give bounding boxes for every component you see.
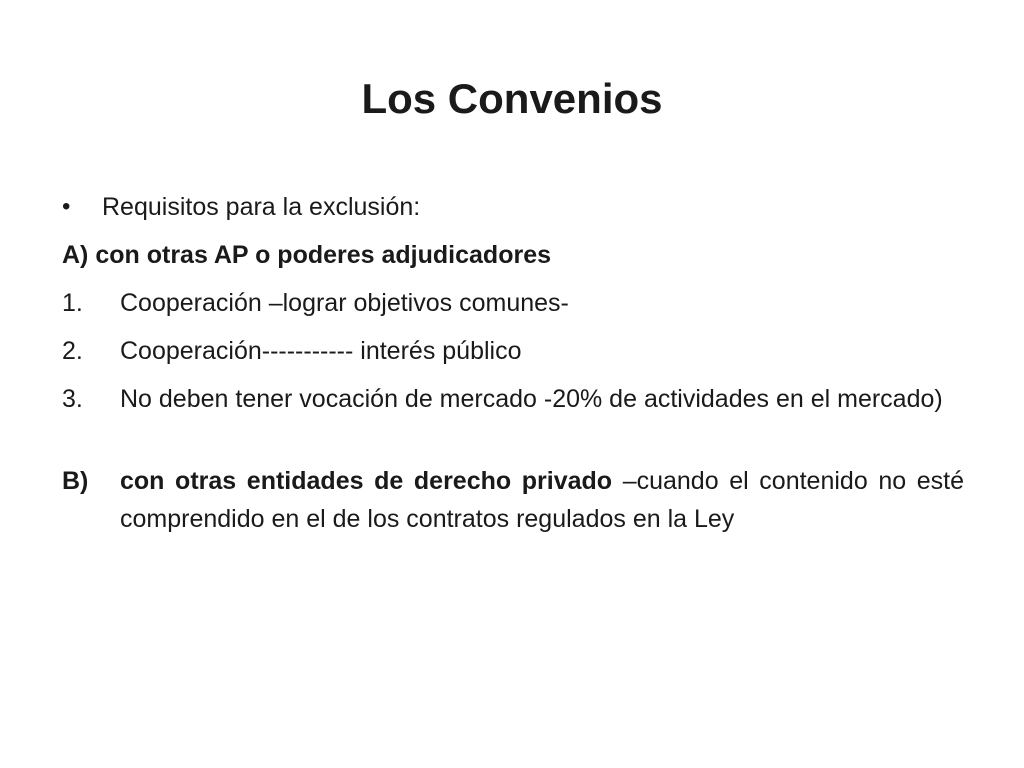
list-item bbox=[62, 380, 964, 418]
section-b-bold-text: con otras entidades de derecho privado bbox=[120, 467, 613, 495]
list-item-number: 3. bbox=[62, 385, 83, 413]
list-item-number: 2. bbox=[62, 337, 83, 365]
bullet-icon: • bbox=[62, 193, 71, 220]
list-item-text: No deben tener vocación de mercado -20% de actividades en el mercado) bbox=[120, 385, 943, 413]
list-item-text: Cooperación –lograr objetivos comunes- bbox=[120, 289, 569, 317]
section-b bbox=[62, 462, 964, 538]
list-item bbox=[62, 332, 964, 370]
list-item bbox=[62, 284, 964, 322]
section-b-text bbox=[120, 462, 964, 538]
section-a-heading: A) con otras AP o poderes adjudicadores bbox=[62, 241, 552, 269]
spacer bbox=[62, 428, 964, 462]
list-item-number: 1. bbox=[62, 289, 83, 317]
section-b-rest-text: –cuando el contenido no esté comprendido en el de los contratos regulados en la Ley bbox=[120, 467, 965, 533]
list-item-text: Cooperación----------- interés público bbox=[120, 337, 522, 365]
slide-body bbox=[62, 188, 964, 538]
bullet-item bbox=[62, 188, 964, 226]
bullet-text: Requisitos para la exclusión: bbox=[102, 193, 421, 221]
section-b-label: B) bbox=[62, 467, 89, 495]
slide-title: Los Convenios bbox=[361, 75, 663, 122]
